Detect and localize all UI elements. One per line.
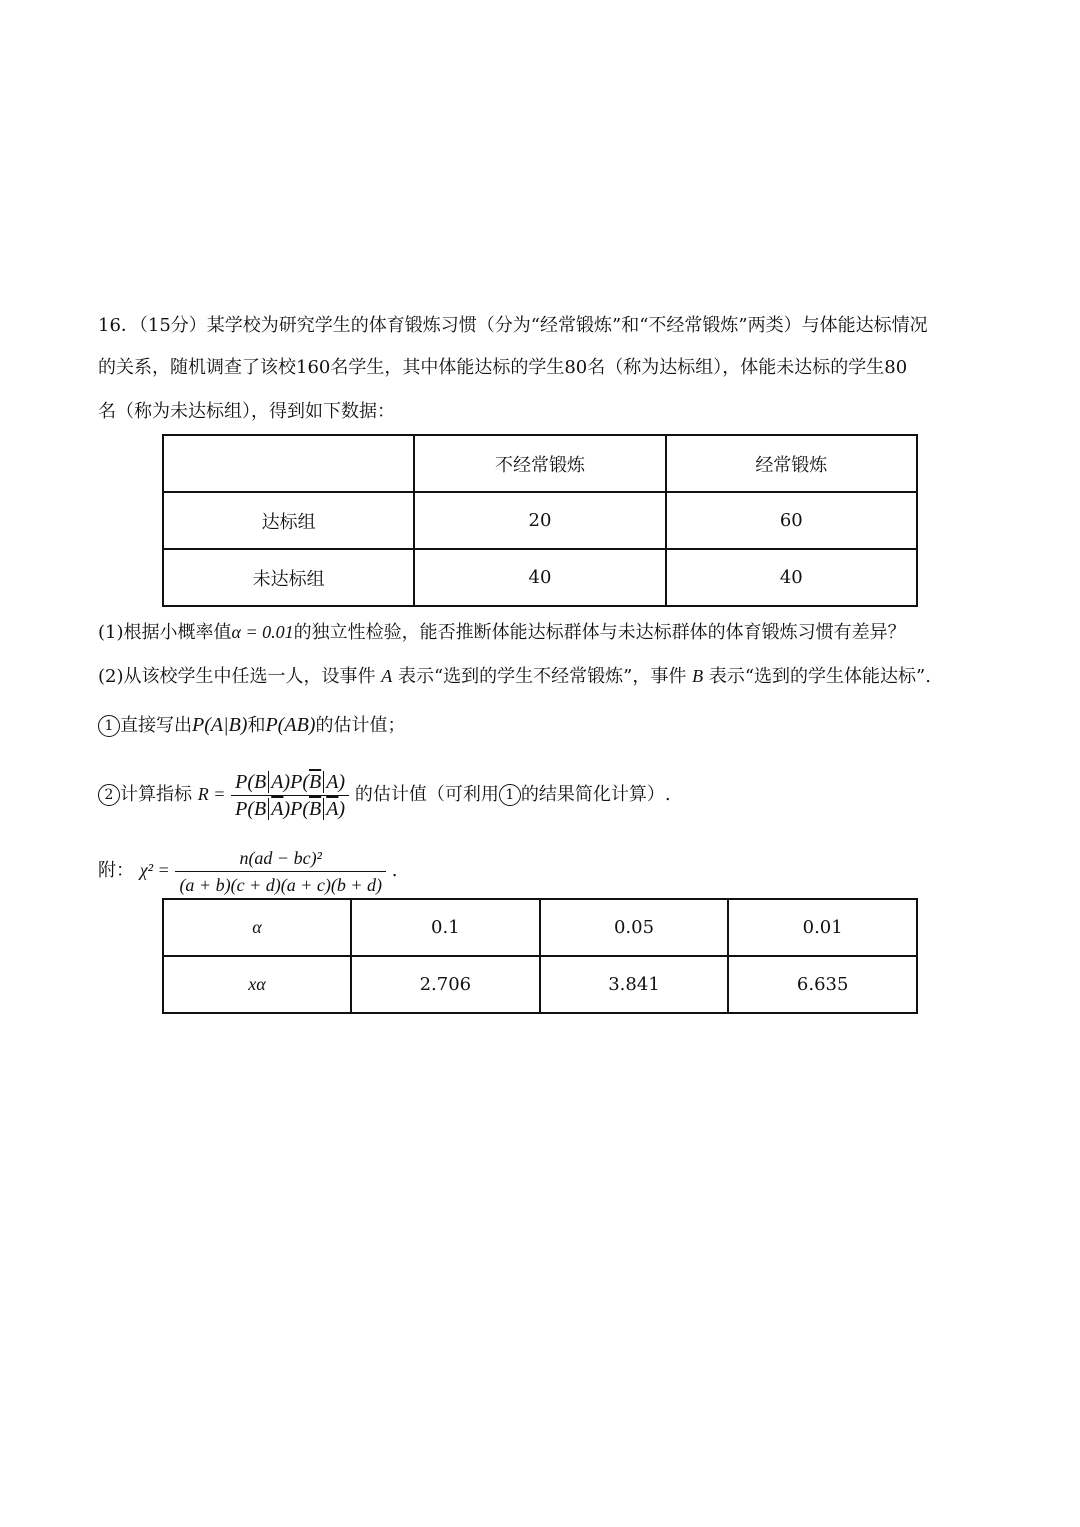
circled-number-1: 1 [98,715,120,737]
question-2-2 [98,764,671,825]
q1-suffix: 的独立性检验，能否推断体能达标群体与未达标群体的体育锻炼习惯有差异？ [293,622,906,643]
r-denominator: P(B $\overline{A})P(\overline{B}$ $\overline{A}$) [235,797,346,820]
q2-prefix: (2)从该校学生中任选一人，设事件 [98,666,376,687]
r-lhs: R = [197,784,226,804]
table-cell: 0.01 [728,899,917,956]
event-a: A [381,666,393,686]
table-cell: xα [163,956,351,1013]
critical-value-table [162,898,918,1014]
table-cell: 3.841 [540,956,729,1013]
chi-fraction [175,845,386,898]
q2-2-suffix-b: 的结果简化计算）. [520,784,671,805]
q2-1-suffix: 的估计值； [315,715,406,736]
chi-lhs: χ² = [139,860,170,880]
chi-numerator: n(ad − bc)² [175,845,386,872]
table-cell: 未达标组 [163,549,414,606]
table-cell: 0.1 [351,899,540,956]
r-numerator: P(B $A)P(\overline{B}$ A) [231,769,349,796]
table-row [163,956,917,1013]
table-cell: 达标组 [163,492,414,549]
table-header-row [163,435,917,492]
table-cell: 0.05 [540,899,729,956]
table-cell: 经常锻炼 [666,435,917,492]
circled-number-2: 2 [98,784,120,806]
table-cell [163,435,414,492]
data-table [162,434,918,607]
table-cell: 40 [666,549,917,606]
table-cell: 2.706 [351,956,540,1013]
problem-line-3: 名（称为未达标组），得到如下数据： [98,401,395,422]
table-cell: 不经常锻炼 [414,435,665,492]
chi-end: . [391,860,398,881]
q2-2-suffix-a: 的估计值（可利用 [354,784,499,805]
table-cell: α [163,899,351,956]
expr-p-a-given-b: P(A|B) [192,714,248,736]
appendix-label: 附： [98,860,134,881]
q1-alpha-expr: α = 0.01 [231,622,294,642]
question-1 [98,620,906,645]
q2-2-prefix: 计算指标 [120,784,192,805]
circled-number-1-ref: 1 [499,784,521,806]
table-cell: 40 [414,549,665,606]
expr-p-ab: P(AB) [265,714,316,736]
problem-line-2: 的关系，随机调查了该校160名学生，其中体能达标的学生80名（称为达标组），体能未达标的学生80 [98,357,908,378]
table-row [163,549,917,606]
event-b: B [692,666,704,686]
r-fraction [231,769,349,822]
q2-1-prefix: 直接写出 [120,715,192,736]
table-row [163,492,917,549]
problem-line-1: 16．（15分）某学校为研究学生的体育锻炼习惯（分为“经常锻炼”和“不经常锻炼”两类）与体能达标情况 [98,315,928,336]
table-cell: 20 [414,492,665,549]
chi-denominator: (a + b)(c + d)(a + c)(b + d) [179,874,382,895]
q1-prefix: (1)根据小概率值 [98,622,232,643]
question-2-1 [98,713,405,738]
table-cell: 60 [666,492,917,549]
appendix-formula [98,842,397,899]
question-2 [98,664,931,689]
table-header-row [163,899,917,956]
q2-mid: 表示“选到的学生不经常锻炼”，事件 [397,666,687,687]
q2-1-mid: 和 [247,715,266,736]
q2-suffix: 表示“选到的学生体能达标”. [708,666,931,687]
table-cell: 6.635 [728,956,917,1013]
